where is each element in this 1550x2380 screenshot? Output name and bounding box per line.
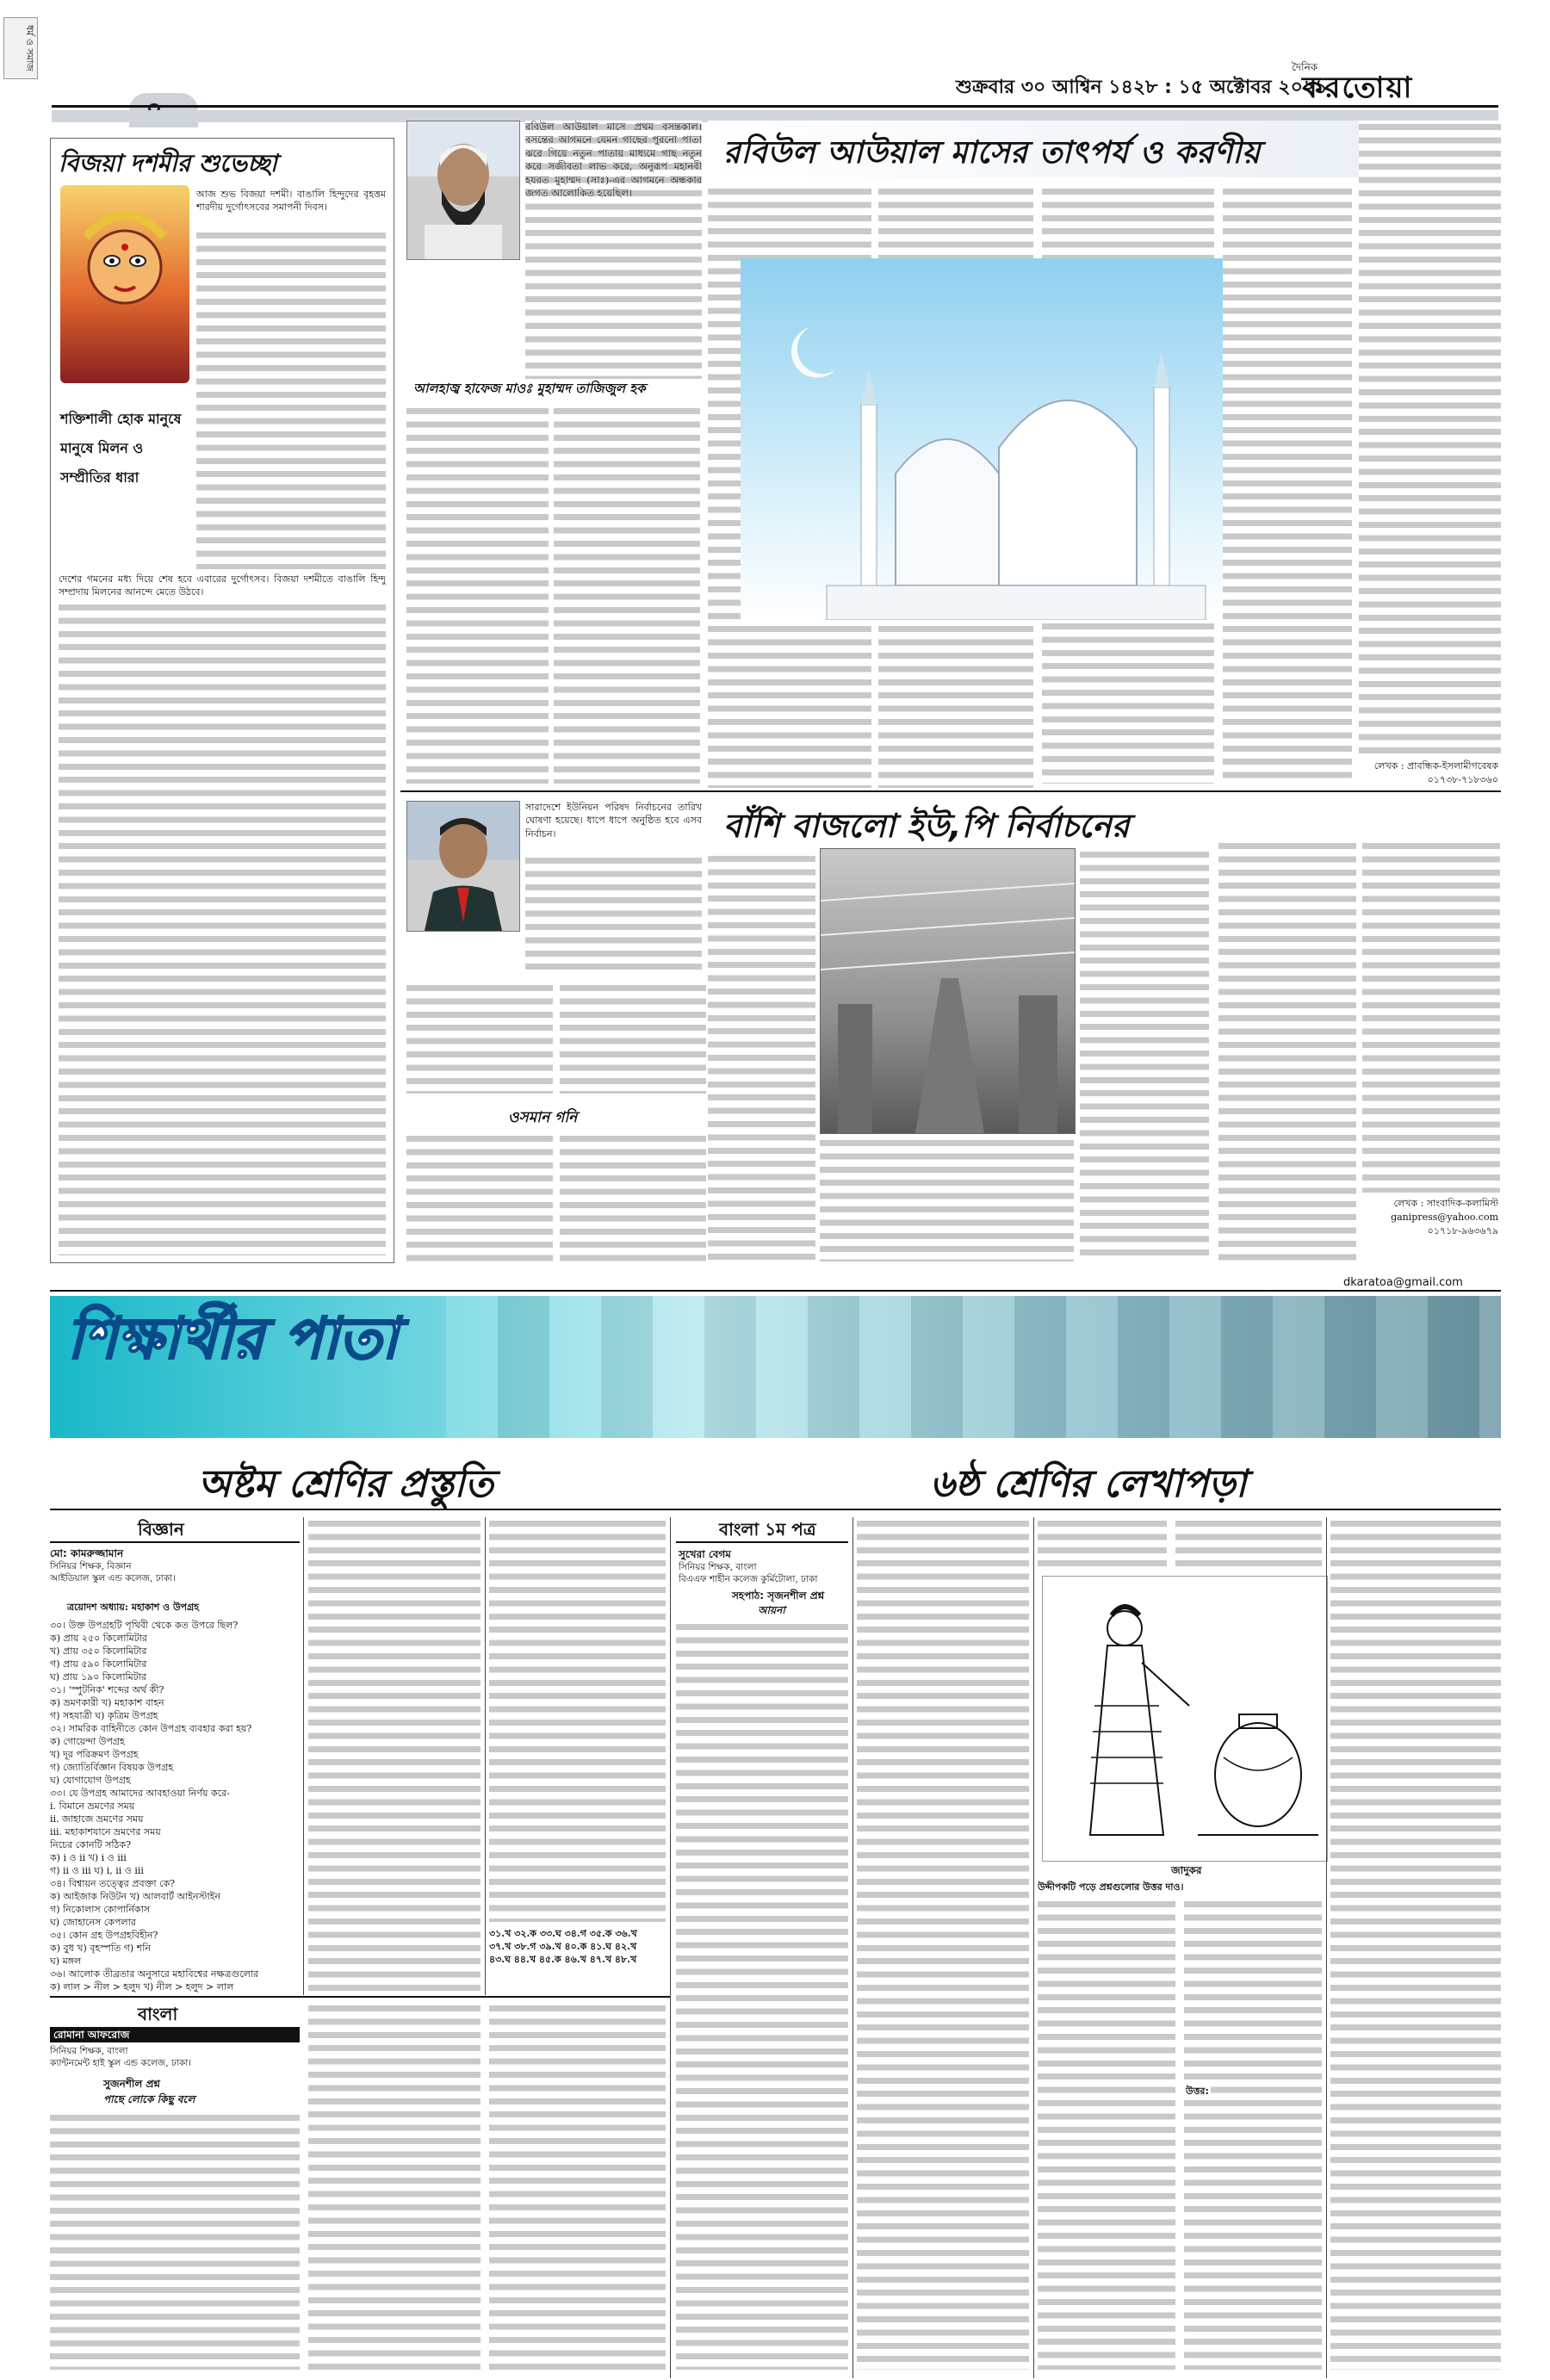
question-line: i. বিমানে ভ্রমণের সময় — [50, 1800, 135, 1812]
masthead-date: শুক্রবার ৩০ আশ্বিন ১৪২৮ : ১৫ অক্টোবর ২০২১ — [956, 77, 1328, 98]
illustration-caption: জাদুকর — [1171, 1864, 1202, 1876]
election-intro-body — [525, 854, 702, 975]
bangla1-rule — [676, 1541, 848, 1543]
bangla1-col-4-top — [1175, 1517, 1322, 1569]
question-line: ক) ভ্রমণকারী খ) মহাকাশ বাহন — [50, 1697, 164, 1708]
bangla1-author: সুখেরা বেগম — [679, 1548, 731, 1560]
election-title: বাঁশি বাজলো ইউ,পি নির্বাচনের — [723, 807, 1130, 845]
bijoya-quote-line-1: শক্তিশালী হোক মানুষে — [60, 411, 182, 427]
election-byline: ওসমান গনি — [508, 1109, 578, 1126]
question-line: ৩৩। যে উপগ্রহ আমাদের আবহাওয়া নির্ণয় করে- — [50, 1788, 230, 1799]
column-divider — [303, 1517, 304, 1995]
street-posters-icon — [821, 849, 1075, 1133]
bangla-sub: পাছে লোকে কিছু বলে — [103, 2093, 195, 2105]
question-line: গ) প্রায় ৫৯০ কিলোমিটার — [50, 1658, 147, 1670]
question-line: ক) গোয়েন্দা উপগ্রহ — [50, 1736, 125, 1747]
bangla-left-col-2 — [308, 2002, 480, 2370]
section-heading-class6: ৬ষ্ঠ শ্রেণির লেখাপড়া — [930, 1462, 1247, 1506]
jadukor-illustration — [1042, 1576, 1328, 1862]
side-section-text: ধর্ম ও সমাজ — [24, 25, 35, 71]
question-line: ঘ) যোগাযোগ উপগ্রহ — [50, 1775, 131, 1786]
bijoya-quote-line-2: মানুষে মিলন ও — [60, 440, 144, 456]
question-line: খ) দূর পরিক্রমণ উপগ্রহ — [50, 1749, 139, 1760]
paper-name: করতোয়া — [1302, 71, 1414, 105]
bangla1-school: বিএএফ শাহীন কলেজ কুর্মিটোলা, ঢাকা — [679, 1574, 818, 1584]
bijoya-line2: দেশের গমনের মধ্য দিয়ে শেষ হবে এবারের দুর্গোৎসব। বিজয়া দশমীতে বাঙালি হিন্দু সম্প্রদায় মিলনের আনন্দে মেতে উঠবে। — [59, 573, 386, 598]
election-col-f — [820, 1137, 1074, 1261]
election-intro: সারাদেশে ইউনিয়ন পরিষদ নির্বাচনের তারিখ ঘোষণা হয়েছে। ধাপে ধাপে অনুষ্ঠিত হবে এসব নির্বাচন। — [525, 802, 702, 840]
question-line: ৩২। সামরিক বাহিনীতে কোন উপগ্রহ ব্যবহার করা হয়? — [50, 1723, 252, 1734]
column-divider — [1033, 1517, 1034, 2378]
question-line: ii. জাহাজে ভ্রমণের সময় — [50, 1813, 144, 1825]
election-col-e — [708, 852, 815, 1261]
column-divider — [485, 1517, 486, 1995]
question-line: খ) প্রায় ৩৫০ কিলোমিটার — [50, 1646, 147, 1657]
section-heading-class8: অষ্টম শ্রেণির প্রস্তুতি — [198, 1462, 493, 1506]
banner-photo-strip — [446, 1296, 1501, 1438]
bangla-poem: সুজনশীল প্রশ্ন — [103, 2078, 160, 2090]
portrait-icon — [407, 802, 519, 931]
question-line: গ) সহযাত্রী ঘ) কৃত্রিম উপগ্রহ — [50, 1710, 158, 1721]
bijoya-body-main — [59, 601, 386, 1255]
column-divider — [852, 1517, 853, 2378]
shikkharthi-banner — [50, 1296, 1501, 1438]
bangla-school: ক্যান্টনমেন্ট হাই স্কুল এন্ড কলেজ, ঢাকা। — [50, 2058, 191, 2068]
election-col-d — [560, 1132, 706, 1261]
answer-line: ৩১.খ ৩২.ক ৩৩.ঘ ৩৪.গ ৩৫.ক ৩৬.খ — [489, 1928, 637, 1939]
question-line: গ) নিকোলাস কোপার্নিকাস — [50, 1904, 151, 1915]
banner-title: শিক্ষার্থীর পাতা — [67, 1305, 399, 1372]
question-line: ক) বুধ খ) বৃহস্পতি গ) শনি — [50, 1943, 151, 1954]
author-photo-election — [406, 801, 520, 932]
bangla-rule-top — [50, 1996, 670, 1998]
rabiul-col-h — [1359, 121, 1501, 758]
durga-face-icon — [60, 185, 189, 383]
election-col-g — [1080, 848, 1209, 1261]
bangla-left-col-1 — [50, 2111, 300, 2370]
footer-email: dkaratoa@gmail.com — [1343, 1276, 1463, 1289]
bangla-author: রোমানা আফরোজ — [53, 2029, 130, 2041]
question-line: ক) লাল > নীল > হলুদ খ) নীল > হলুদ > লাল — [50, 1981, 234, 1993]
mosque-icon — [741, 258, 1223, 620]
section-divider-1 — [400, 790, 1501, 792]
question-line: ঘ) প্রায় ১৯০ কিলোমিটার — [50, 1671, 147, 1683]
election-email: ganipress@yahoo.com — [1391, 1212, 1498, 1223]
masthead-rule — [52, 105, 1498, 108]
masthead-logo — [1292, 60, 1498, 105]
bigyan-answers — [489, 1927, 666, 1966]
bijoya-intro: আজ শুভ বিজয়া দশমী। বাঙালি হিন্দুদের বৃহত্তম শারদীয় দুর্গোৎসবের সমাপনী দিবস। — [196, 189, 386, 214]
durga-illustration — [60, 185, 189, 383]
column-divider — [1326, 1517, 1327, 2378]
portrait-icon — [407, 121, 519, 259]
question-line: ৩৫। কোন গ্রহ উপগ্রহবিহীন? — [50, 1930, 158, 1941]
bigyan-questions — [50, 1619, 300, 1993]
question-line: ঘ) জোহানেস কেপলার — [50, 1917, 136, 1928]
question-line: ঘ) মঙ্গল — [50, 1955, 82, 1967]
bangla-left-col-3 — [489, 2002, 666, 2370]
rabiul-title: রবিউল আউয়াল মাসের তাৎপর্য ও করণীয় — [723, 135, 1261, 170]
bigyan-col-2 — [308, 1517, 480, 1995]
election-col-a — [406, 982, 553, 1094]
rabiul-byline: আলহাজ্ব হাফেজ মাওঃ মুহাম্মদ তাজিজুল হক — [413, 381, 646, 396]
author-photo-rabiul — [406, 121, 520, 260]
bangla1-col-5 — [1330, 1517, 1501, 2370]
question-line: ক) আইজাক নিউটন খ) আলবার্ট আইনস্টাইন — [50, 1891, 221, 1902]
election-col-i — [1362, 840, 1500, 1193]
question-line: ৩৬। আলোক তীব্রতার অনুসারে মহাবিশ্বের নক্ষত্রগুলোর — [50, 1968, 259, 1980]
bigyan-chapter: ত্রয়োদশ অধ্যায়: মহাকাশ ও উপগ্রহ — [67, 1602, 200, 1613]
bangla1-col-4 — [1184, 1898, 1322, 2370]
paper-tag: দৈনিক — [1292, 61, 1318, 73]
section-divider-2 — [50, 1290, 1501, 1292]
rabiul-col-a — [406, 405, 549, 784]
election-street-photo — [820, 848, 1076, 1134]
question-line: গ) জ্যোতির্বিজ্ঞান বিষয়ক উপগ্রহ — [50, 1762, 174, 1773]
bigyan-author-title: সিনিয়র শিক্ষক, বিজ্ঞান — [50, 1561, 132, 1571]
question-line: নিচের কোনটি সঠিক? — [50, 1839, 132, 1850]
rabiul-col-g — [1223, 185, 1352, 779]
rabiul-col-f — [1042, 620, 1214, 784]
question-line: ক) প্রায় ২৫০ কিলোমিটার — [50, 1633, 147, 1644]
rabiul-phone: ০১৭৩৮-৭১৮৩৬০ — [1427, 774, 1498, 785]
bangla1-col-3 — [1038, 1898, 1175, 2370]
bijoya-quote — [60, 405, 189, 493]
question-line: ৩০। উক্ত উপগ্রহটি পৃথিবী থেকে কত উপরে ছিল? — [50, 1620, 239, 1631]
answer-line: ৪৩.ঘ ৪৪.খ ৪৫.ক ৪৬.খ ৪৭.খ ৪৮.খ — [489, 1954, 637, 1965]
illustration-note: উদ্দীপকটি পড়ে প্রশ্নগুলোর উত্তর দাও। — [1038, 1881, 1184, 1893]
election-credit: লেখক : সাংবাদিক-কলামিস্ট — [1393, 1198, 1498, 1209]
question-line: ৩৪। বিশ্বায়ন তত্ত্বের প্রবক্তা কে? — [50, 1878, 176, 1889]
question-line: ক) i ও ii খ) i ও iii — [50, 1852, 127, 1863]
bangla1-section: সহপাঠ: সৃজনশীল প্রশ্ন — [732, 1590, 825, 1602]
answer-line: ৩৭.খ ৩৮.গ ৩৯.খ ৪০.ক ৪১.ঘ ৪২.খ — [489, 1941, 637, 1952]
rabiul-col-b — [554, 405, 700, 784]
election-col-b — [560, 982, 706, 1094]
bangla1-col-2 — [857, 1517, 1029, 2370]
woman-and-pot-icon — [1043, 1577, 1327, 1861]
rabiul-credit: লেখক : প্রাবন্ধিক-ইসলামীগবেষক — [1373, 760, 1498, 772]
question-line: ৩১। 'স্পুটনিক' শব্দের অর্থ কী? — [50, 1684, 164, 1695]
bigyan-school: আইডিয়াল স্কুল এন্ড কলেজ, ঢাকা। — [50, 1573, 176, 1584]
heading-underline — [50, 1509, 1501, 1510]
bijoya-heading: বিজয়া দশমীর শুভেচ্ছা — [59, 149, 277, 177]
election-phone: ০১৭১৮-৯৬৩৬৭৯ — [1427, 1225, 1498, 1236]
bangla-author-title: সিনিয়র শিক্ষক, বাংলা — [50, 2046, 128, 2056]
bangla1-answer-label: উত্তর: — [1184, 2084, 1211, 2100]
bangla1-heading: বাংলা ১ম পত্র — [719, 1519, 816, 1540]
bangla1-author-title: সিনিয়র শিক্ষক, বাংলা — [679, 1562, 757, 1572]
bangla1-topic: আয়না — [758, 1604, 785, 1616]
question-line: গ) ii ও iii ঘ) i, ii ও iii — [50, 1865, 144, 1876]
bigyan-rule — [50, 1541, 300, 1543]
bangla1-col-3-top — [1038, 1517, 1167, 1569]
column-divider — [670, 1517, 671, 2378]
bigyan-heading: বিজ্ঞান — [138, 1519, 184, 1540]
question-line: iii. মহাকাশযানে ভ্রমণের সময় — [50, 1826, 161, 1838]
rabiul-intro-text: রবিউল আউয়াল মাসে প্রথম বসন্তকাল। বসন্তের আগমনে যেমন গাছের পুরনো পাতা ঝরে গিয়ে নতুন পাতায় মাধ্যমে গাছ নতুন করে সজীবতা লাভ করে, অনুরূপ মহানবী হযরত মুহাম্মদ (সাঃ)-এর আগমনে অন্ধকার জগত আলোকিত হয়েছিল। — [525, 121, 702, 379]
bigyan-col-3 — [489, 1517, 666, 1922]
bangla1-col-1 — [676, 1621, 848, 2370]
election-col-c — [406, 1132, 553, 1261]
bijoya-body-right — [196, 229, 386, 569]
side-section-label — [3, 17, 38, 79]
mosque-illustration — [741, 258, 1223, 620]
bijoya-quote-line-3: সম্প্রীতির ধারা — [60, 469, 140, 486]
bigyan-author: মো: কামরুজ্জামান — [50, 1547, 124, 1559]
bangla-heading: বাংলা — [138, 2004, 178, 2024]
